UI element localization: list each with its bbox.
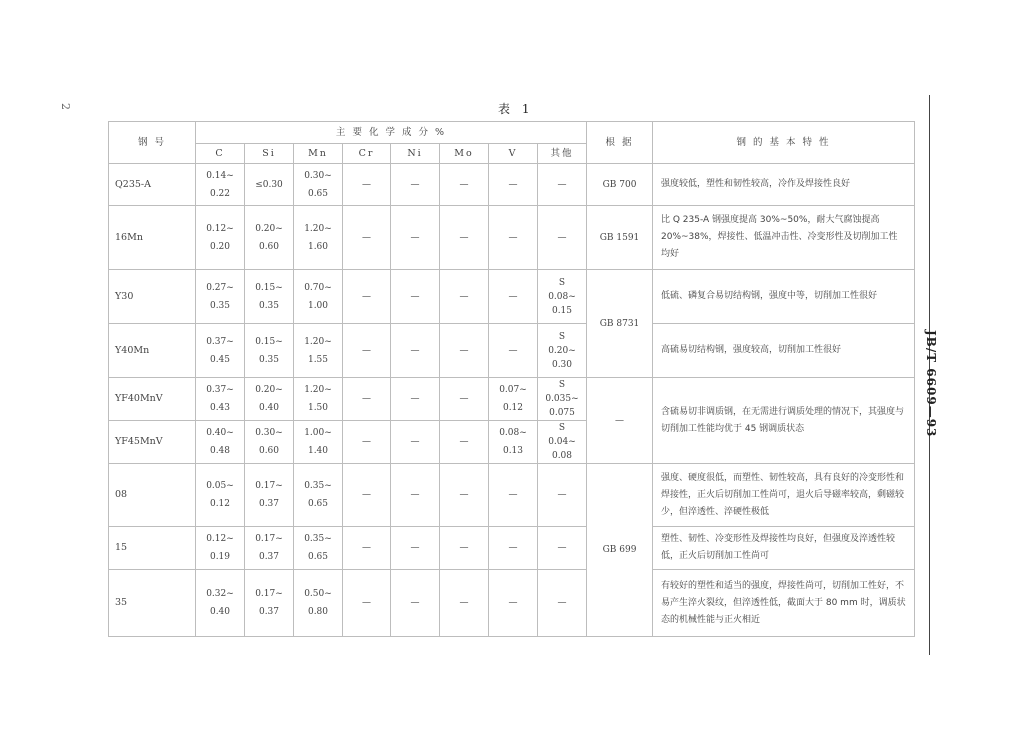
grade-cell: 35 xyxy=(109,570,196,637)
table-caption: 表 1 xyxy=(498,102,534,116)
mn-cell: 0.35~ 0.65 xyxy=(294,527,343,570)
other-cell: S 0.08~ 0.15 xyxy=(538,270,587,324)
basis-cell: GB 1591 xyxy=(587,206,653,270)
grade-cell: 16Mn xyxy=(109,206,196,270)
ni-cell: — xyxy=(391,464,440,527)
table-row xyxy=(109,378,915,421)
si-cell: 0.17~ 0.37 xyxy=(245,464,294,527)
c-cell: 0.32~ 0.40 xyxy=(196,570,245,637)
header-grade: 钢 号 xyxy=(109,122,196,164)
cr-cell: — xyxy=(343,378,391,421)
si-cell: ≤0.30 xyxy=(245,164,294,206)
ni-cell: — xyxy=(391,324,440,378)
table-row xyxy=(109,324,915,378)
v-cell: — xyxy=(489,324,538,378)
grade-cell: Y30 xyxy=(109,270,196,324)
grade-cell: Q235-A xyxy=(109,164,196,206)
mo-cell: — xyxy=(440,527,489,570)
mo-cell: — xyxy=(440,378,489,421)
v-cell: — xyxy=(489,464,538,527)
grade-cell: YF45MnV xyxy=(109,421,196,464)
table-row xyxy=(109,206,915,270)
ni-cell: — xyxy=(391,164,440,206)
v-cell: — xyxy=(489,206,538,270)
other-cell: — xyxy=(538,464,587,527)
header-other: 其他 xyxy=(538,144,587,164)
v-cell: — xyxy=(489,570,538,637)
c-cell: 0.37~ 0.45 xyxy=(196,324,245,378)
table-row xyxy=(109,270,915,324)
ni-cell: — xyxy=(391,527,440,570)
si-cell: 0.15~ 0.35 xyxy=(245,324,294,378)
table-row xyxy=(109,164,915,206)
mn-cell: 0.70~ 1.00 xyxy=(294,270,343,324)
cr-cell: — xyxy=(343,324,391,378)
header-cr: Cr xyxy=(343,144,391,164)
cr-cell: — xyxy=(343,270,391,324)
si-cell: 0.17~ 0.37 xyxy=(245,527,294,570)
features-cell: 比 Q 235-A 钢强度提高 30%~50%，耐大气腐蚀提高 20%~38%，焊接性、低温冲击性、冷变形性及切削加工性均好 xyxy=(653,206,915,270)
si-cell: 0.17~ 0.37 xyxy=(245,570,294,637)
mo-cell: — xyxy=(440,464,489,527)
grade-cell: Y40Mn xyxy=(109,324,196,378)
cr-cell: — xyxy=(343,421,391,464)
cr-cell: — xyxy=(343,464,391,527)
header-c: C xyxy=(196,144,245,164)
v-cell: — xyxy=(489,164,538,206)
features-cell: 强度较低，塑性和韧性较高，冷作及焊接性良好 xyxy=(653,164,915,206)
features-cell: 塑性、韧性、冷变形性及焊接性均良好，但强度及淬透性较低，正火后切削加工性尚可 xyxy=(653,527,915,570)
si-cell: 0.15~ 0.35 xyxy=(245,270,294,324)
mn-cell: 1.20~ 1.55 xyxy=(294,324,343,378)
ni-cell: — xyxy=(391,378,440,421)
mn-cell: 1.20~ 1.60 xyxy=(294,206,343,270)
mn-cell: 0.35~ 0.65 xyxy=(294,464,343,527)
si-cell: 0.20~ 0.60 xyxy=(245,206,294,270)
mo-cell: — xyxy=(440,324,489,378)
steel-composition-table xyxy=(108,121,915,637)
header-composition: 主 要 化 学 成 分 % xyxy=(196,122,587,144)
other-cell: S 0.20~ 0.30 xyxy=(538,324,587,378)
cr-cell: — xyxy=(343,164,391,206)
table-row xyxy=(109,570,915,637)
grade-cell: 15 xyxy=(109,527,196,570)
mn-cell: 0.30~ 0.65 xyxy=(294,164,343,206)
v-cell: — xyxy=(489,270,538,324)
ni-cell: — xyxy=(391,570,440,637)
basis-cell: — xyxy=(587,378,653,464)
header-si: Si xyxy=(245,144,294,164)
c-cell: 0.12~ 0.19 xyxy=(196,527,245,570)
page-number: 2 xyxy=(59,103,72,110)
other-cell: — xyxy=(538,527,587,570)
table-row xyxy=(109,464,915,527)
other-cell: — xyxy=(538,570,587,637)
cr-cell: — xyxy=(343,527,391,570)
si-cell: 0.30~ 0.60 xyxy=(245,421,294,464)
other-cell: — xyxy=(538,164,587,206)
mn-cell: 1.00~ 1.40 xyxy=(294,421,343,464)
features-cell: 高硫易切结构钢，强度较高，切削加工性很好 xyxy=(653,324,915,378)
ni-cell: — xyxy=(391,270,440,324)
header-mn: Mn xyxy=(294,144,343,164)
ni-cell: — xyxy=(391,421,440,464)
grade-cell: YF40MnV xyxy=(109,378,196,421)
c-cell: 0.12~ 0.20 xyxy=(196,206,245,270)
header-basis: 根 据 xyxy=(587,122,653,164)
ni-cell: — xyxy=(391,206,440,270)
c-cell: 0.05~ 0.12 xyxy=(196,464,245,527)
mo-cell: — xyxy=(440,164,489,206)
v-cell: 0.07~ 0.12 xyxy=(489,378,538,421)
header-v: V xyxy=(489,144,538,164)
v-cell: 0.08~ 0.13 xyxy=(489,421,538,464)
header-mo: Mo xyxy=(440,144,489,164)
c-cell: 0.27~ 0.35 xyxy=(196,270,245,324)
mo-cell: — xyxy=(440,570,489,637)
cr-cell: — xyxy=(343,206,391,270)
mo-cell: — xyxy=(440,206,489,270)
mo-cell: — xyxy=(440,421,489,464)
mo-cell: — xyxy=(440,270,489,324)
basis-cell: GB 700 xyxy=(587,164,653,206)
grade-cell: 08 xyxy=(109,464,196,527)
other-cell: S 0.04~ 0.08 xyxy=(538,421,587,464)
c-cell: 0.37~ 0.43 xyxy=(196,378,245,421)
features-cell: 低硫、磷复合易切结构钢，强度中等，切削加工性很好 xyxy=(653,270,915,324)
cr-cell: — xyxy=(343,570,391,637)
features-cell: 强度、硬度很低，而塑性、韧性较高，具有良好的冷变形性和焊接性，正火后切削加工性尚可，退火后导磁率较高，剩磁较少，但淬透性、淬硬性极低 xyxy=(653,464,915,527)
standard-code: JB/T 6609—93 xyxy=(924,330,938,438)
mn-cell: 1.20~ 1.50 xyxy=(294,378,343,421)
basis-cell: GB 699 xyxy=(587,464,653,637)
header-features: 钢 的 基 本 特 性 xyxy=(653,122,915,164)
mn-cell: 0.50~ 0.80 xyxy=(294,570,343,637)
basis-cell: GB 8731 xyxy=(587,270,653,378)
other-cell: — xyxy=(538,206,587,270)
si-cell: 0.20~ 0.40 xyxy=(245,378,294,421)
features-cell: 含硫易切非调质钢，在无需进行调质处理的情况下，其强度与切削加工性能均优于 45 钢调质状态 xyxy=(653,378,915,464)
features-cell: 有较好的塑性和适当的强度，焊接性尚可，切削加工性好，不易产生淬火裂纹，但淬透性低，截面大于 80 mm 时，调质状态的机械性能与正火相近 xyxy=(653,570,915,637)
c-cell: 0.14~ 0.22 xyxy=(196,164,245,206)
other-cell: S 0.035~ 0.075 xyxy=(538,378,587,421)
header-ni: Ni xyxy=(391,144,440,164)
v-cell: — xyxy=(489,527,538,570)
table-row xyxy=(109,527,915,570)
c-cell: 0.40~ 0.48 xyxy=(196,421,245,464)
